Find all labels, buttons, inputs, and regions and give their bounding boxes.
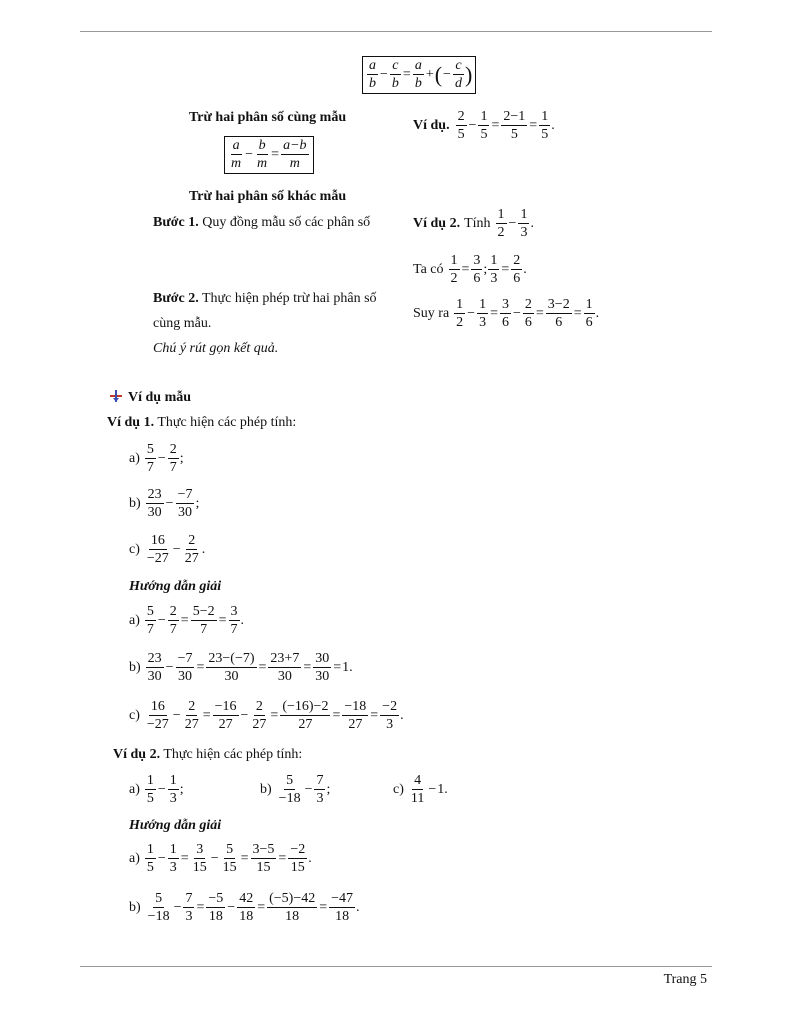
sol1-c: c) 16 −27 − $\frac{2}{27}$ = $\frac{-16}{27}$ − $\frac{2}{27}$ = $\frac{(-16)-2}{27}$ = $\frac{-18}{27}$ = $\frac{-2}{3}$ . [129,699,404,732]
suy-ra-line: Suy ra 1 2 − $\frac{1}{3}$ = $\frac{3}{6}$ − $\frac{2}{6}$ = $\frac{3-2}{6}$ = $\frac{1}{6}$ . [413,297,600,330]
different-denominator-title: Trừ hai phân số khác mẫu [189,189,347,204]
sol2-b: b) 5 −18 − $\frac{7}{3}$ = $\frac{-5}{18}$ − $\frac{42}{18}$ = $\frac{(-5)-42}{18}$ = $\frac{-47}{18}$ . [129,891,360,924]
sol1-b: b) 23 30 − $\frac{-7}{30}$ = $\frac{23-(-7)}{30}$ = $\frac{23+7}{30}$ = $\frac{30}{30}$ = 1 . [129,651,353,684]
sol1-a: a) 5 7 − $\frac{2}{7}$ = $\frac{5-2}{7}$ = $\frac{3}{7}$ . [129,604,245,637]
example-2: Ví dụ 2. Tính 1 2 − $\frac{1}{3}$ . [413,207,534,240]
example-1-heading: Ví dụ 1. Thực hiện các phép tính: [107,415,297,430]
section-title: Ví dụ mẫu [110,390,191,406]
ex2-c: c) 4 11 − 1 . [393,773,448,806]
header-divider [80,31,712,32]
guide-2: Hướng dẫn giải [129,818,222,833]
footer-divider [80,966,712,967]
example-2-heading: Ví dụ 2. Thực hiện các phép tính: [113,747,303,762]
step-2: Bước 2. Thực hiện phép trừ hai phân số [153,291,377,306]
subtraction-rule-formula: a b − $\frac{c}{b}$ = $\frac{a}{b}$ + ( − $\frac{c}{d}$ ) [362,56,476,94]
ta-co-line: Ta có $\frac{1}{2}$ = $\frac{3}{6}$ ; $\frac{1}{3}$ = $\frac{2}{6}$ . [413,253,527,286]
guide-1: Hướng dẫn giải [129,579,222,594]
ex2-a: a) 1 5 − $\frac{1}{3}$ ; [129,773,184,806]
same-denominator-title: Trừ hai phân số cùng mẫu [189,110,347,125]
sol2-a: a) 1 5 − $\frac{1}{3}$ = $\frac{3}{15}$ − $\frac{5}{15}$ = $\frac{3-5}{15}$ = $\frac{-2}{15}$ . [129,842,312,875]
same-denominator-formula: a m − $\frac{b}{m}$ = $\frac{a-b}{m}$ [224,136,314,174]
ex1-c: c) 16 −27 − $\frac{2}{27}$ . [129,533,206,566]
step-2-cont: cùng mẫu. [153,316,212,331]
step-1: Bước 1. Quy đồng mẫu số các phân số [153,215,371,230]
ex1-b: b) 23 30 − $\frac{-7}{30}$ ; [129,487,200,520]
page-number: Trang 5 [663,972,707,987]
bullet-arrow-icon [110,390,122,402]
ex2-b: b) 5 −18 − $\frac{7}{3}$ ; [260,773,331,806]
ex1-a: a) 5 7 − $\frac{2}{7}$ ; [129,442,184,475]
note: Chú ý rút gọn kết quả. [153,341,279,356]
example-same-denominator: Ví dụ. 2 5 − $\frac{1}{5}$ = $\frac{2-1}{5}$ = $\frac{1}{5}$ . [413,109,555,142]
